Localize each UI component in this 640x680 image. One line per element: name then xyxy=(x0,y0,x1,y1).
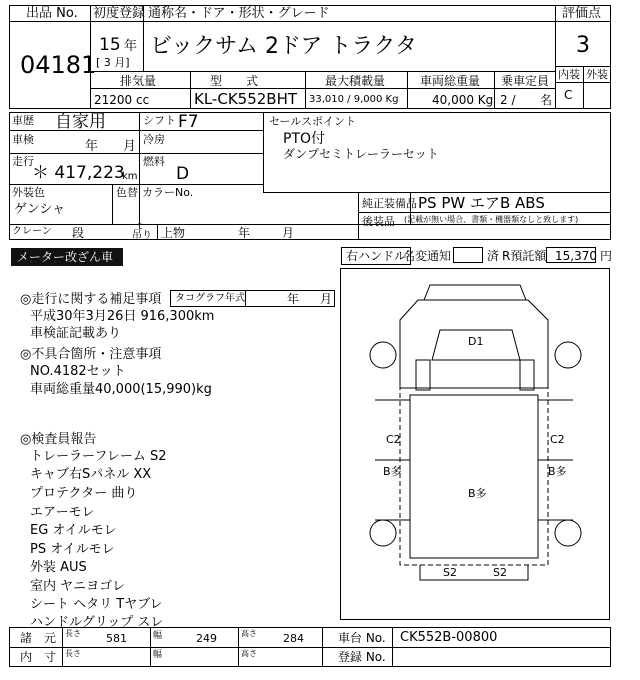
crane-dan: 段 xyxy=(72,226,85,240)
inspector-title: ◎検査員報告 xyxy=(20,432,97,447)
damage-mark: S2 xyxy=(443,566,457,579)
aftermarket-label: 後装品 xyxy=(362,215,395,228)
reg-label: 登録 No. xyxy=(338,650,386,664)
divider xyxy=(494,71,495,109)
damage-mark: C2 xyxy=(550,433,565,446)
divider xyxy=(90,71,555,72)
yen-label: 円 xyxy=(600,249,613,263)
history-value: 自家用 xyxy=(55,112,106,132)
report-line: ハンドルグリップ スレ xyxy=(30,615,164,630)
width-label: 幅 xyxy=(153,650,163,660)
divider xyxy=(322,627,323,667)
divider xyxy=(9,153,263,154)
damage-mark: C2 xyxy=(386,433,401,446)
first-reg-year-unit: 年 xyxy=(124,39,138,54)
max-load-value: 33,010 / 9,000 Kg xyxy=(309,94,399,105)
divider xyxy=(150,627,151,667)
naiju-label: 内 寸 xyxy=(20,650,57,664)
tacho-label: タコグラフ年式 xyxy=(175,293,245,304)
tampered-badge: メーター改ざん車 xyxy=(11,248,123,266)
damage-mark: B多 xyxy=(468,487,487,500)
crane-tsuri: 吊り xyxy=(132,230,152,241)
capacity-label: 乗車定員 xyxy=(501,74,550,88)
damage-mark: B多 xyxy=(548,465,567,478)
lot-number: 04181 xyxy=(20,51,97,79)
history-label: 車歴 xyxy=(12,114,34,127)
inspection-label: 車検 xyxy=(12,133,34,146)
defect-line-1: NO.4182セット xyxy=(30,364,126,379)
supp-line-1: 平成30年3月26日 916,300km xyxy=(30,309,215,324)
width-label: 幅 xyxy=(153,631,163,641)
first-reg-year: 15 xyxy=(99,35,121,55)
divider xyxy=(139,112,140,225)
name-change-label: 名変通知 xyxy=(403,249,452,263)
divider xyxy=(358,212,611,213)
equip-label: 純正装備品 xyxy=(362,197,417,210)
fuel-value: D xyxy=(176,164,190,184)
color-no-label: カラーNo. xyxy=(142,186,194,199)
divider xyxy=(263,112,264,192)
capacity-value: 2 / xyxy=(500,93,516,107)
color-label: 外装色 xyxy=(12,186,45,199)
aftermarket-note: (記載が無い場合、書類・機器類なしと致します) xyxy=(404,215,579,224)
divider xyxy=(9,647,611,648)
damage-diagram-frame xyxy=(340,268,610,620)
divider xyxy=(157,224,158,240)
selling-point-2: ダンプセミトレーラーセット xyxy=(283,147,439,161)
damage-mark: B多 xyxy=(383,465,402,478)
displacement-value: 21200 cc xyxy=(94,93,150,107)
divider xyxy=(90,88,555,89)
crane-label: クレーン xyxy=(12,226,52,237)
max-load-label: 最大積載量 xyxy=(325,74,386,88)
joumono-month: 月 xyxy=(282,226,295,240)
first-reg-month: [ 3 月] xyxy=(96,56,130,69)
inspection-year-label: 年 xyxy=(85,139,99,154)
divider xyxy=(62,627,63,667)
exterior-label: 外装 xyxy=(586,68,608,81)
shift-label: シフト xyxy=(143,114,176,127)
divider xyxy=(9,130,263,131)
divider xyxy=(9,224,610,225)
interior-grade: C xyxy=(564,88,573,102)
divider xyxy=(555,66,611,67)
joumono-label: 上物 xyxy=(161,226,186,240)
height-label: 高さ xyxy=(241,629,257,638)
damage-mark: D1 xyxy=(468,335,484,348)
report-line: 外装 AUS xyxy=(30,560,87,575)
color-change-label: 色替 xyxy=(116,186,138,199)
report-line: PS オイルモレ xyxy=(30,542,115,557)
divider xyxy=(9,21,611,22)
shift-value: F7 xyxy=(178,112,199,132)
fuel-label: 燃料 xyxy=(143,155,165,168)
divider xyxy=(392,627,393,667)
selling-point-label: セールスポイント xyxy=(269,115,357,128)
divider xyxy=(358,192,359,240)
selling-point-1: PTO付 xyxy=(283,131,326,147)
model-code: KL-CK552BHT xyxy=(194,90,298,108)
tacho-year: 年 xyxy=(287,292,300,306)
recycle-fee-label: R預託額 xyxy=(502,249,547,263)
shoen-label: 諸 元 xyxy=(20,631,57,645)
color-value: ゲンシャ xyxy=(14,202,66,217)
report-line: シート ヘタリ Tヤブレ xyxy=(30,597,163,612)
recycle-fee-value: 15,370 xyxy=(555,249,597,263)
car-name: ビックサム 2ドア トラクタ xyxy=(150,34,417,59)
width-value: 249 xyxy=(196,632,217,645)
supp-line-2: 車検証記載あり xyxy=(30,326,122,341)
divider xyxy=(245,290,246,307)
displacement-label: 排気量 xyxy=(120,74,157,88)
divider xyxy=(305,71,306,109)
length-label: 長さ xyxy=(65,629,81,638)
joumono-year: 年 xyxy=(238,226,251,240)
equip-value: PS PW エアB ABS xyxy=(418,194,545,212)
interior-label: 内装 xyxy=(558,68,580,81)
gross-weight-label: 車両総重量 xyxy=(420,74,481,88)
model-label: 型 式 xyxy=(210,74,259,88)
divider xyxy=(407,71,408,109)
score-label: 評価点 xyxy=(562,6,602,21)
length-value: 581 xyxy=(106,632,127,645)
divider xyxy=(112,184,113,224)
length-label: 長さ xyxy=(65,649,81,658)
damage-mark: S2 xyxy=(493,566,507,579)
divider xyxy=(238,627,239,667)
first-reg-label: 初度登録 xyxy=(93,6,146,21)
report-line: トレーラーフレーム S2 xyxy=(30,449,167,464)
chassis-no: CK552B-00800 xyxy=(400,630,498,645)
divider xyxy=(583,66,584,109)
mileage-value: ＊ 417,223 xyxy=(32,163,125,183)
ac-label: 冷房 xyxy=(143,133,165,146)
score-value: 3 xyxy=(576,33,590,58)
report-line: キャブ右Sパネル XX xyxy=(30,467,152,482)
mileage-label: 走行 xyxy=(12,155,34,168)
divider xyxy=(9,184,263,185)
supp-title: ◎走行に関する補足事項 xyxy=(20,292,162,307)
divider xyxy=(190,71,191,109)
defect-title: ◎不具合箇所・注意事項 xyxy=(20,347,162,362)
report-line: 室内 ヤニヨゴレ xyxy=(30,579,126,594)
divider xyxy=(263,192,611,193)
right-handle-box: 右ハンドル xyxy=(341,247,411,265)
capacity-unit: 名 xyxy=(540,93,553,107)
gross-weight-value: 40,000 Kg xyxy=(432,93,494,107)
height-value: 284 xyxy=(283,632,304,645)
inspection-month-label: 月 xyxy=(123,139,137,154)
report-line: プロテクター 曲り xyxy=(30,486,138,501)
crane-ton: t xyxy=(138,221,142,232)
tacho-month: 月 xyxy=(320,292,333,306)
recycle-label: 済 xyxy=(487,249,500,263)
chassis-label: 車台 No. xyxy=(338,631,386,645)
name-change-box xyxy=(453,247,483,263)
height-label: 高さ xyxy=(241,649,257,658)
name-label: 通称名・ドア・形状・グレード xyxy=(148,6,330,21)
defect-line-2: 車両総重量40,000(15,990)kg xyxy=(30,382,212,397)
report-line: EG オイルモレ xyxy=(30,523,117,538)
report-line: エアーモレ xyxy=(30,505,95,520)
divider xyxy=(555,82,611,83)
mileage-unit: km xyxy=(122,171,138,182)
lot-label: 出品 No. xyxy=(26,6,78,21)
